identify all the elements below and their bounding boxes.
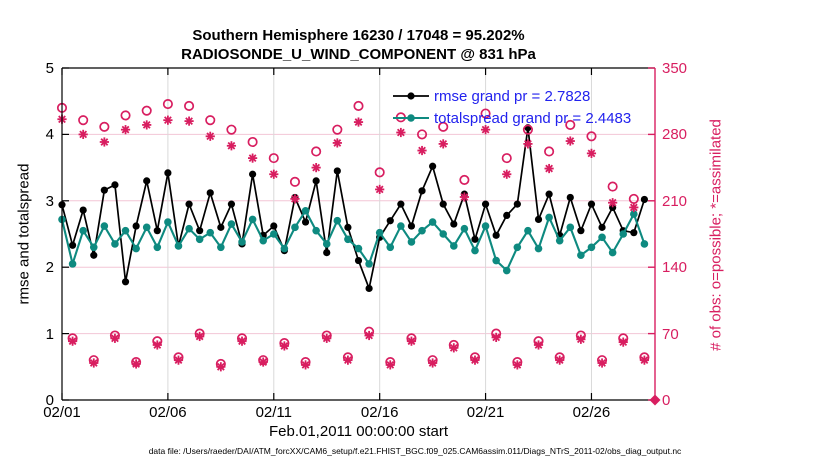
totalspread-marker bbox=[228, 220, 236, 228]
y-right-tick-label: 210 bbox=[662, 192, 688, 210]
rmse-marker bbox=[323, 249, 330, 256]
totalspread-marker bbox=[503, 267, 511, 275]
rmse-marker bbox=[503, 212, 510, 219]
x-tick-label: 02/21 bbox=[466, 404, 505, 421]
totalspread-marker bbox=[482, 222, 490, 230]
rmse-marker bbox=[546, 191, 553, 198]
rmse-marker bbox=[111, 181, 118, 188]
y-left-tick-label: 5 bbox=[45, 60, 54, 77]
totalspread-marker bbox=[514, 243, 522, 251]
totalspread-marker bbox=[312, 227, 320, 235]
y-left-tick-label: 1 bbox=[45, 325, 54, 343]
possible-obs-circle-marker bbox=[227, 125, 235, 133]
rmse-marker bbox=[143, 177, 150, 184]
rmse-marker bbox=[577, 227, 584, 234]
possible-obs-circle-marker bbox=[248, 138, 256, 146]
totalspread-marker bbox=[249, 216, 257, 224]
rmse-marker bbox=[249, 171, 256, 178]
totalspread-marker bbox=[408, 238, 416, 246]
y-axis-left-label: rmse and totalspread bbox=[15, 163, 33, 305]
rmse-marker bbox=[355, 257, 362, 264]
y-left-tick-label: 0 bbox=[45, 392, 54, 409]
rmse-marker bbox=[471, 236, 478, 243]
rmse-marker bbox=[313, 177, 320, 184]
possible-obs-circle-marker bbox=[291, 178, 299, 186]
totalspread-marker bbox=[461, 225, 469, 233]
y-left-tick-label: 2 bbox=[45, 259, 54, 277]
possible-obs-circle-marker bbox=[312, 147, 320, 155]
rmse-marker bbox=[482, 201, 489, 208]
totalspread-marker bbox=[545, 214, 553, 222]
possible-obs-circle-marker bbox=[354, 102, 362, 110]
rmse-marker bbox=[535, 216, 542, 223]
possible-obs-circle-marker bbox=[460, 176, 468, 184]
totalspread-marker bbox=[492, 257, 500, 265]
possible-obs-circle-marker bbox=[79, 116, 87, 124]
y-right-tick-label: 70 bbox=[662, 325, 679, 343]
rmse-marker bbox=[397, 201, 404, 208]
totalspread-marker bbox=[365, 260, 373, 268]
totalspread-marker bbox=[609, 249, 617, 257]
rmse-marker bbox=[207, 189, 214, 196]
totalspread-marker bbox=[418, 227, 426, 235]
totalspread-marker bbox=[471, 247, 479, 255]
totalspread-marker bbox=[291, 224, 299, 232]
possible-obs-circle-marker bbox=[608, 182, 616, 190]
rmse-marker bbox=[365, 285, 372, 292]
possible-obs-circle-marker bbox=[206, 116, 214, 124]
rmse-line bbox=[62, 128, 644, 289]
possible-obs-circle-marker bbox=[100, 123, 108, 131]
totalspread-marker bbox=[154, 243, 162, 251]
rmse-marker bbox=[164, 169, 171, 176]
rmse-marker bbox=[344, 224, 351, 231]
possible-obs-circle-marker bbox=[185, 102, 193, 110]
totalspread-marker bbox=[270, 230, 278, 238]
rmse-marker bbox=[429, 163, 436, 170]
y-right-tick-label: 280 bbox=[662, 126, 688, 144]
possible-obs-circle-marker bbox=[630, 195, 638, 203]
rmse-marker bbox=[514, 201, 521, 208]
rmse-marker bbox=[122, 278, 129, 285]
rmse-marker bbox=[90, 252, 97, 259]
totalspread-marker bbox=[122, 227, 130, 235]
totalspread-marker bbox=[143, 224, 151, 232]
x-tick-label: 02/06 bbox=[149, 404, 187, 421]
possible-obs-circle-marker bbox=[333, 125, 341, 133]
totalspread-marker bbox=[302, 207, 310, 215]
possible-obs-circle-marker bbox=[545, 147, 553, 155]
y-left-tick-label: 4 bbox=[45, 126, 54, 144]
y-right-tick-label: 350 bbox=[662, 60, 688, 77]
totalspread-marker bbox=[429, 218, 437, 226]
legend-rmse-label: rmse grand pr = 2.7828 bbox=[434, 88, 591, 105]
x-axis-label: Feb.01,2011 00:00:00 start bbox=[268, 423, 449, 440]
totalspread-marker bbox=[196, 236, 204, 244]
totalspread-marker bbox=[90, 243, 98, 251]
totalspread-marker bbox=[535, 245, 543, 253]
totalspread-marker bbox=[598, 234, 606, 242]
totalspread-marker bbox=[588, 243, 596, 251]
totalspread-marker bbox=[334, 217, 342, 225]
rmse-marker bbox=[418, 187, 425, 194]
y-right-tick-label: 140 bbox=[662, 259, 688, 277]
totalspread-marker bbox=[450, 242, 458, 250]
rmse-marker bbox=[598, 224, 605, 231]
legend-rmse-sample-marker bbox=[407, 92, 414, 99]
rmse-marker bbox=[196, 227, 203, 234]
totalspread-marker bbox=[619, 230, 627, 238]
rmse-marker bbox=[450, 220, 457, 227]
totalspread-marker bbox=[101, 222, 109, 230]
rmse-marker bbox=[270, 222, 277, 229]
totalspread-marker bbox=[641, 240, 649, 248]
data-file-path-text: data file: /Users/raeder/DAI/ATM_forcXX/CAM6_setup/f.e21.FHIST_BGC.f09_025.CAM6assim.011/Diags_NTrS_2011-02/obs_diag_output.nc bbox=[148, 446, 682, 456]
totalspread-marker bbox=[556, 237, 564, 245]
zero-count-diamond-marker bbox=[650, 395, 661, 406]
totalspread-marker bbox=[386, 243, 394, 251]
totalspread-marker bbox=[355, 245, 363, 253]
rmse-marker bbox=[493, 232, 500, 239]
totalspread-marker bbox=[111, 240, 119, 248]
rmse-marker bbox=[567, 194, 574, 201]
chart-title-line2: RADIOSONDE_U_WIND_COMPONENT @ 831 hPa bbox=[181, 46, 536, 63]
totalspread-marker bbox=[323, 240, 331, 248]
totalspread-marker bbox=[397, 222, 405, 230]
totalspread-marker bbox=[79, 227, 87, 235]
y-axis-right-label: # of obs: o=possible; *=assimilated bbox=[707, 119, 725, 351]
totalspread-marker bbox=[566, 224, 574, 232]
y-left-tick-label: 3 bbox=[45, 192, 54, 210]
totalspread-marker bbox=[439, 230, 447, 238]
chart-title-line1: Southern Hemisphere 16230 / 17048 = 95.202% bbox=[192, 27, 525, 44]
rmse-marker bbox=[387, 217, 394, 224]
x-tick-label: 02/11 bbox=[255, 404, 292, 421]
rmse-marker bbox=[133, 222, 140, 229]
totalspread-marker bbox=[132, 245, 140, 253]
totalspread-marker bbox=[344, 236, 352, 244]
totalspread-marker bbox=[238, 238, 246, 246]
totalspread-marker bbox=[206, 229, 214, 237]
rmse-marker bbox=[185, 201, 192, 208]
x-tick-label: 02/26 bbox=[572, 404, 611, 421]
possible-obs-circle-marker bbox=[143, 106, 151, 114]
possible-obs-circle-marker bbox=[121, 111, 129, 119]
rmse-marker bbox=[154, 227, 161, 234]
rmse-marker bbox=[217, 224, 224, 231]
rmse-marker bbox=[630, 229, 637, 236]
totalspread-marker bbox=[281, 245, 289, 253]
rmse-marker bbox=[69, 242, 76, 249]
totalspread-marker bbox=[376, 229, 384, 237]
x-tick-label: 02/16 bbox=[360, 404, 399, 421]
totalspread-marker bbox=[524, 227, 532, 235]
totalspread-marker bbox=[185, 225, 193, 233]
rmse-marker bbox=[228, 201, 235, 208]
legend-totalspread-sample-marker bbox=[407, 114, 415, 122]
y-right-tick-label: 0 bbox=[662, 392, 671, 409]
rmse-marker bbox=[101, 187, 108, 194]
legend-totalspread-label: totalspread grand pr = 2.4483 bbox=[434, 110, 632, 127]
rmse-marker bbox=[588, 201, 595, 208]
totalspread-marker bbox=[175, 242, 183, 250]
rmse-marker bbox=[408, 222, 415, 229]
totalspread-marker bbox=[164, 218, 172, 226]
totalspread-marker bbox=[217, 243, 225, 251]
x-tick-label: 02/01 bbox=[43, 404, 81, 421]
possible-obs-circle-marker bbox=[503, 154, 511, 162]
rmse-marker bbox=[641, 196, 648, 203]
rmse-marker bbox=[440, 201, 447, 208]
totalspread-marker bbox=[259, 237, 267, 245]
totalspread-marker bbox=[69, 260, 77, 268]
rmse-marker bbox=[302, 218, 309, 225]
rmse-marker bbox=[80, 206, 87, 213]
rmse-marker bbox=[334, 167, 341, 174]
totalspread-marker bbox=[577, 251, 585, 259]
